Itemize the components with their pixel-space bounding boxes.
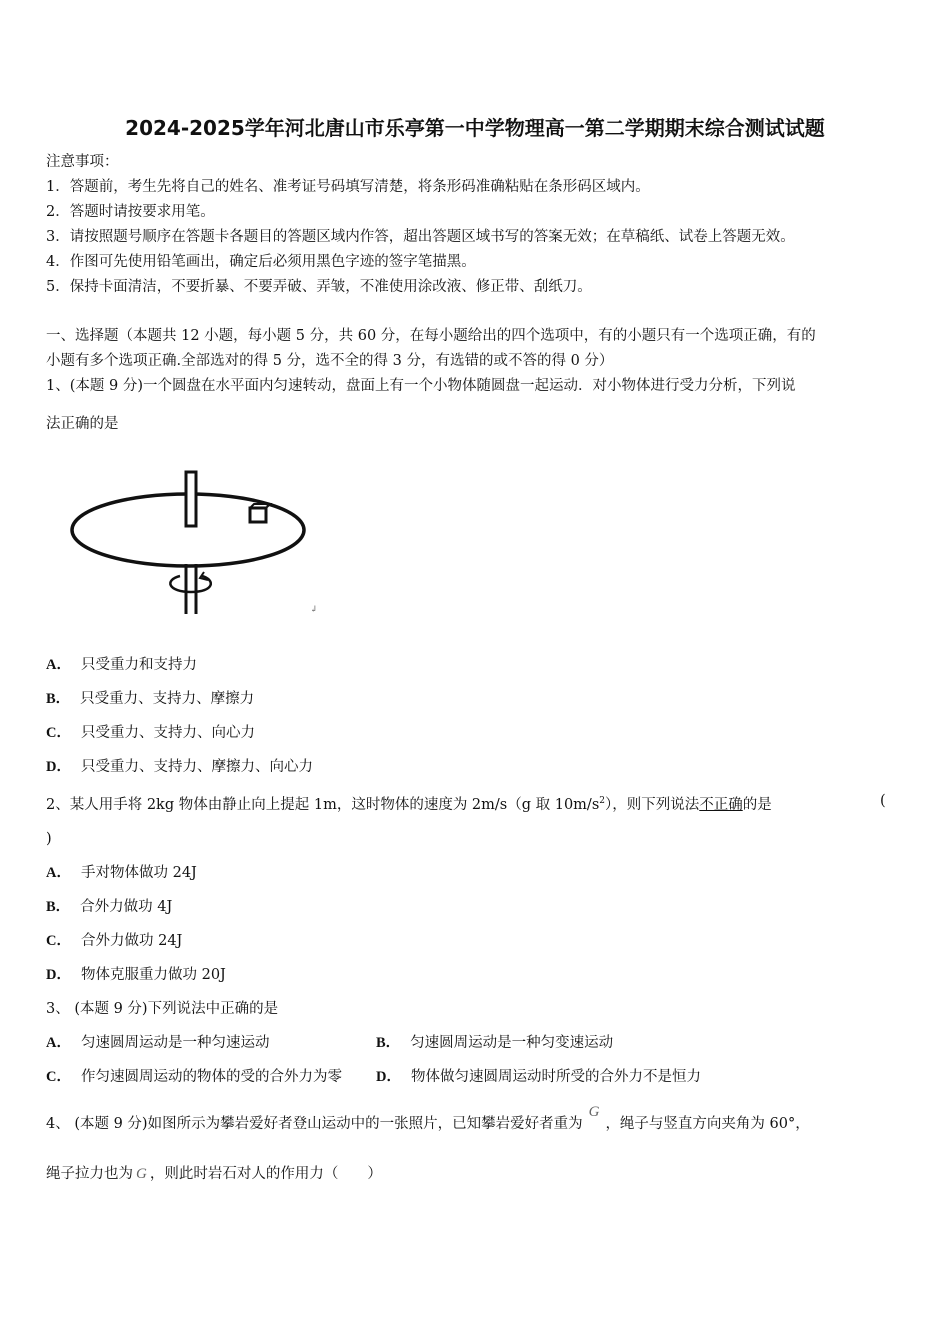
q2-stem-line2: ) <box>46 831 52 847</box>
q3-option-c: C． 作匀速圆周运动的物体的受的合外力为零 <box>46 1069 342 1085</box>
section-heading-line1: 一、选择题（本题共 12 小题，每小题 5 分，共 60 分，在每小题给出的四个选项中，有的小题只有一个选项正确，有的 <box>46 328 816 344</box>
q4-stem-line1: 4、 (本题 9 分)如图所示为攀岩爱好者登山运动中的一张照片，已知攀岩爱好者重为G，绳子与竖直方向夹角为 60°， <box>46 1104 810 1132</box>
q2-option-b: B． 合外力做功 4J <box>46 899 173 915</box>
notice-item-2: 2．答题时请按要求用笔。 <box>46 204 215 220</box>
q3-stem: 3、 (本题 9 分)下列说法中正确的是 <box>46 1001 279 1017</box>
q1-option-a: A． 只受重力和支持力 <box>46 657 197 673</box>
figure-mark: ↲ <box>310 605 318 615</box>
q3-option-a: A． 匀速圆周运动是一种匀速运动 <box>46 1035 270 1051</box>
notice-item-1: 1．答题前，考生先将自己的姓名、准考证号码填写清楚，将条形码准确粘贴在条形码区域内。 <box>46 179 650 195</box>
q2-option-a: A． 手对物体做功 24J <box>46 865 197 881</box>
q1-option-d: D． 只受重力、支持力、摩擦力、向心力 <box>46 759 313 775</box>
section-heading-line2: 小题有多个选项正确.全部选对的得 5 分，选不全的得 3 分，有选错的或不答的得 0 分） <box>46 353 614 369</box>
q1-option-c: C． 只受重力、支持力、向心力 <box>46 725 255 741</box>
q1-stem-line2: 法正确的是 <box>46 416 119 432</box>
q2-option-c: C． 合外力做功 24J <box>46 933 183 949</box>
q1-option-b: B． 只受重力、支持力、摩擦力 <box>46 691 255 707</box>
q3-option-b: B． 匀速圆周运动是一种匀变速运动 <box>376 1035 614 1051</box>
notice-item-4: 4．作图可先使用铅笔画出，确定后必须用黑色字迹的签字笔描黑。 <box>46 254 476 270</box>
q2-option-d: D． 物体克服重力做功 20J <box>46 967 226 983</box>
notice-item-3: 3．请按照题号顺序在答题卡各题目的答题区域内作答，超出答题区域书写的答案无效；在草稿纸、试卷上答题无效。 <box>46 229 795 245</box>
q1-stem-line1: 1、(本题 9 分)一个圆盘在水平面内匀速转动，盘面上有一个小物体随圆盘一起运动．对小物体进行受力分析，下列说 <box>46 378 796 394</box>
q3-option-d: D． 物体做匀速圆周运动时所受的合外力不是恒力 <box>376 1069 701 1085</box>
page-title: 2024-2025学年河北唐山市乐亭第一中学物理高一第二学期期末综合测试试题 <box>125 116 825 140</box>
notice-heading: 注意事项： <box>46 154 119 170</box>
g-symbol: G <box>588 1104 600 1120</box>
rotating-disk-figure <box>68 468 328 618</box>
q2-paren-open: ( <box>880 793 886 809</box>
notice-item-5: 5．保持卡面清洁，不要折暴、不要弄破、弄皱，不准使用涂改液、修正带、刮纸刀。 <box>46 279 592 295</box>
q4-stem-line2: 绳子拉力也为 G ，则此时岩石对人的作用力（ ） <box>46 1166 382 1182</box>
g-symbol-2: G <box>136 1166 147 1182</box>
q2-stem-line1: 2、某人用手将 2kg 物体由静止向上提起 1m，这时物体的速度为 2m/s（g 取 $10m/s^2$），则下列说法不正确的是 <box>46 796 772 813</box>
